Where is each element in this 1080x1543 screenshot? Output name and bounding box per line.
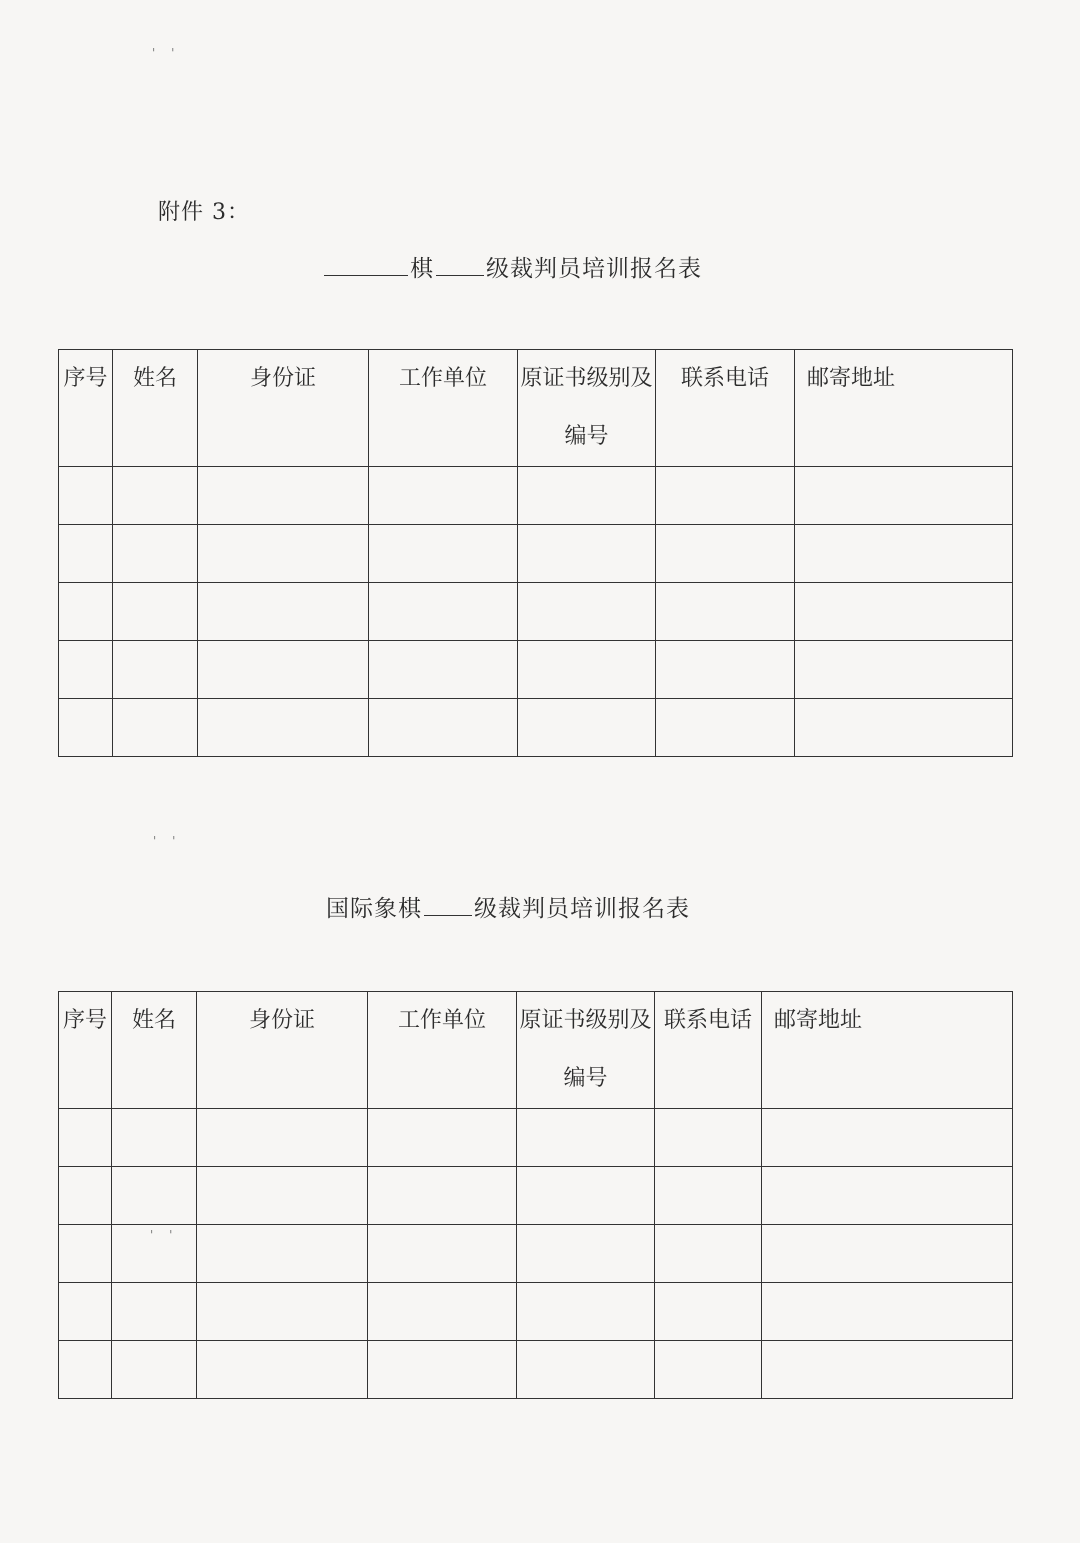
table-cell[interactable] (655, 1225, 762, 1283)
form2-header-name: 姓名 (112, 992, 197, 1109)
table-cell[interactable] (197, 1109, 368, 1167)
table-cell[interactable] (369, 583, 518, 641)
table-cell[interactable] (795, 583, 1013, 641)
table-cell[interactable] (656, 699, 795, 757)
table-cell[interactable] (59, 1109, 112, 1167)
form1-header-name: 姓名 (113, 350, 198, 467)
table-cell[interactable] (368, 1341, 517, 1399)
table-cell[interactable] (517, 1225, 655, 1283)
form1-header-row (59, 350, 1013, 467)
table-cell[interactable] (59, 1341, 112, 1399)
table-cell[interactable] (655, 1109, 762, 1167)
table-cell[interactable] (518, 699, 656, 757)
scan-mark: ' ' (153, 834, 182, 848)
table-row (59, 1341, 1013, 1399)
table-cell[interactable] (518, 467, 656, 525)
table-cell[interactable] (517, 1283, 655, 1341)
table-cell[interactable] (795, 699, 1013, 757)
table-row (59, 1225, 1013, 1283)
table-cell[interactable] (112, 1283, 197, 1341)
table-cell[interactable] (655, 1283, 762, 1341)
table-cell[interactable] (112, 1109, 197, 1167)
table-cell[interactable] (656, 525, 795, 583)
form1-header-id-card: 身份证 (198, 350, 369, 467)
form1-title-end: 级裁判员培训报名表 (486, 256, 702, 282)
form2-title-end: 级裁判员培训报名表 (474, 896, 690, 922)
table-cell[interactable] (198, 525, 369, 583)
form1-title (322, 250, 702, 283)
table-cell[interactable] (113, 467, 198, 525)
table-cell[interactable] (113, 641, 198, 699)
form1-title-blank-1 (324, 274, 408, 276)
scan-mark: ' ' (152, 46, 181, 60)
table-cell[interactable] (762, 1341, 1013, 1399)
table-cell[interactable] (517, 1109, 655, 1167)
table-cell[interactable] (59, 1283, 112, 1341)
form1-header-phone: 联系电话 (656, 350, 795, 467)
form2-header-certificate: 原证书级别及编号 (517, 992, 655, 1109)
table-cell[interactable] (762, 1167, 1013, 1225)
table-cell[interactable] (198, 699, 369, 757)
form2-header-phone: 联系电话 (655, 992, 762, 1109)
table-cell[interactable] (59, 467, 113, 525)
table-cell[interactable] (59, 1225, 112, 1283)
form2-header-workplace: 工作单位 (368, 992, 517, 1109)
table-cell[interactable] (518, 641, 656, 699)
table-cell[interactable] (198, 583, 369, 641)
form2-header-index: 序号 (59, 992, 112, 1109)
table-cell[interactable] (59, 525, 113, 583)
form2-header-row (59, 992, 1013, 1109)
form2-title-start: 国际象棋 (326, 896, 422, 922)
table-cell[interactable] (197, 1283, 368, 1341)
table-row (59, 525, 1013, 583)
table-cell[interactable] (113, 699, 198, 757)
table-cell[interactable] (369, 641, 518, 699)
table-cell[interactable] (762, 1283, 1013, 1341)
table-cell[interactable] (369, 699, 518, 757)
table-row (59, 641, 1013, 699)
form1-header-workplace: 工作单位 (369, 350, 518, 467)
table-cell[interactable] (112, 1167, 197, 1225)
table-cell[interactable] (59, 1167, 112, 1225)
table-cell[interactable] (762, 1109, 1013, 1167)
table-row (59, 1167, 1013, 1225)
table-cell[interactable] (656, 467, 795, 525)
table-cell[interactable] (762, 1225, 1013, 1283)
form1-table (58, 349, 1013, 757)
table-cell[interactable] (59, 583, 113, 641)
table-cell[interactable] (113, 583, 198, 641)
table-cell[interactable] (198, 467, 369, 525)
table-cell[interactable] (368, 1167, 517, 1225)
table-cell[interactable] (197, 1225, 368, 1283)
table-cell[interactable] (59, 641, 113, 699)
form2-header-id-card: 身份证 (197, 992, 368, 1109)
table-cell[interactable] (112, 1341, 197, 1399)
table-cell[interactable] (795, 467, 1013, 525)
table-cell[interactable] (368, 1225, 517, 1283)
table-cell[interactable] (368, 1109, 517, 1167)
table-cell[interactable] (795, 525, 1013, 583)
table-cell[interactable] (517, 1167, 655, 1225)
table-cell[interactable] (197, 1341, 368, 1399)
table-row (59, 467, 1013, 525)
table-cell[interactable] (113, 525, 198, 583)
form2-title (326, 890, 690, 923)
table-row (59, 1109, 1013, 1167)
form1-header-address: 邮寄地址 (795, 350, 1013, 467)
table-cell[interactable] (369, 467, 518, 525)
table-cell[interactable] (656, 641, 795, 699)
attachment-label: 附件 3： (158, 200, 250, 225)
form2-header-address: 邮寄地址 (762, 992, 1013, 1109)
table-cell[interactable] (198, 641, 369, 699)
table-cell[interactable] (656, 583, 795, 641)
table-row (59, 699, 1013, 757)
table-cell[interactable] (369, 525, 518, 583)
table-cell[interactable] (197, 1167, 368, 1225)
form1-title-blank-2 (436, 274, 484, 276)
form1-title-mid: 棋 (410, 256, 434, 282)
table-cell[interactable] (518, 525, 656, 583)
table-cell[interactable] (518, 583, 656, 641)
form1-header-index: 序号 (59, 350, 113, 467)
scan-mark: ' ' (150, 1228, 179, 1242)
form1-header-certificate: 原证书级别及编号 (518, 350, 656, 467)
form2-table (58, 991, 1013, 1399)
table-cell[interactable] (59, 699, 113, 757)
table-row (59, 1283, 1013, 1341)
table-cell[interactable] (368, 1283, 517, 1341)
form2-title-blank (424, 914, 472, 916)
table-cell[interactable] (517, 1341, 655, 1399)
table-cell[interactable] (655, 1341, 762, 1399)
table-cell[interactable] (795, 641, 1013, 699)
table-row (59, 583, 1013, 641)
table-cell[interactable] (655, 1167, 762, 1225)
